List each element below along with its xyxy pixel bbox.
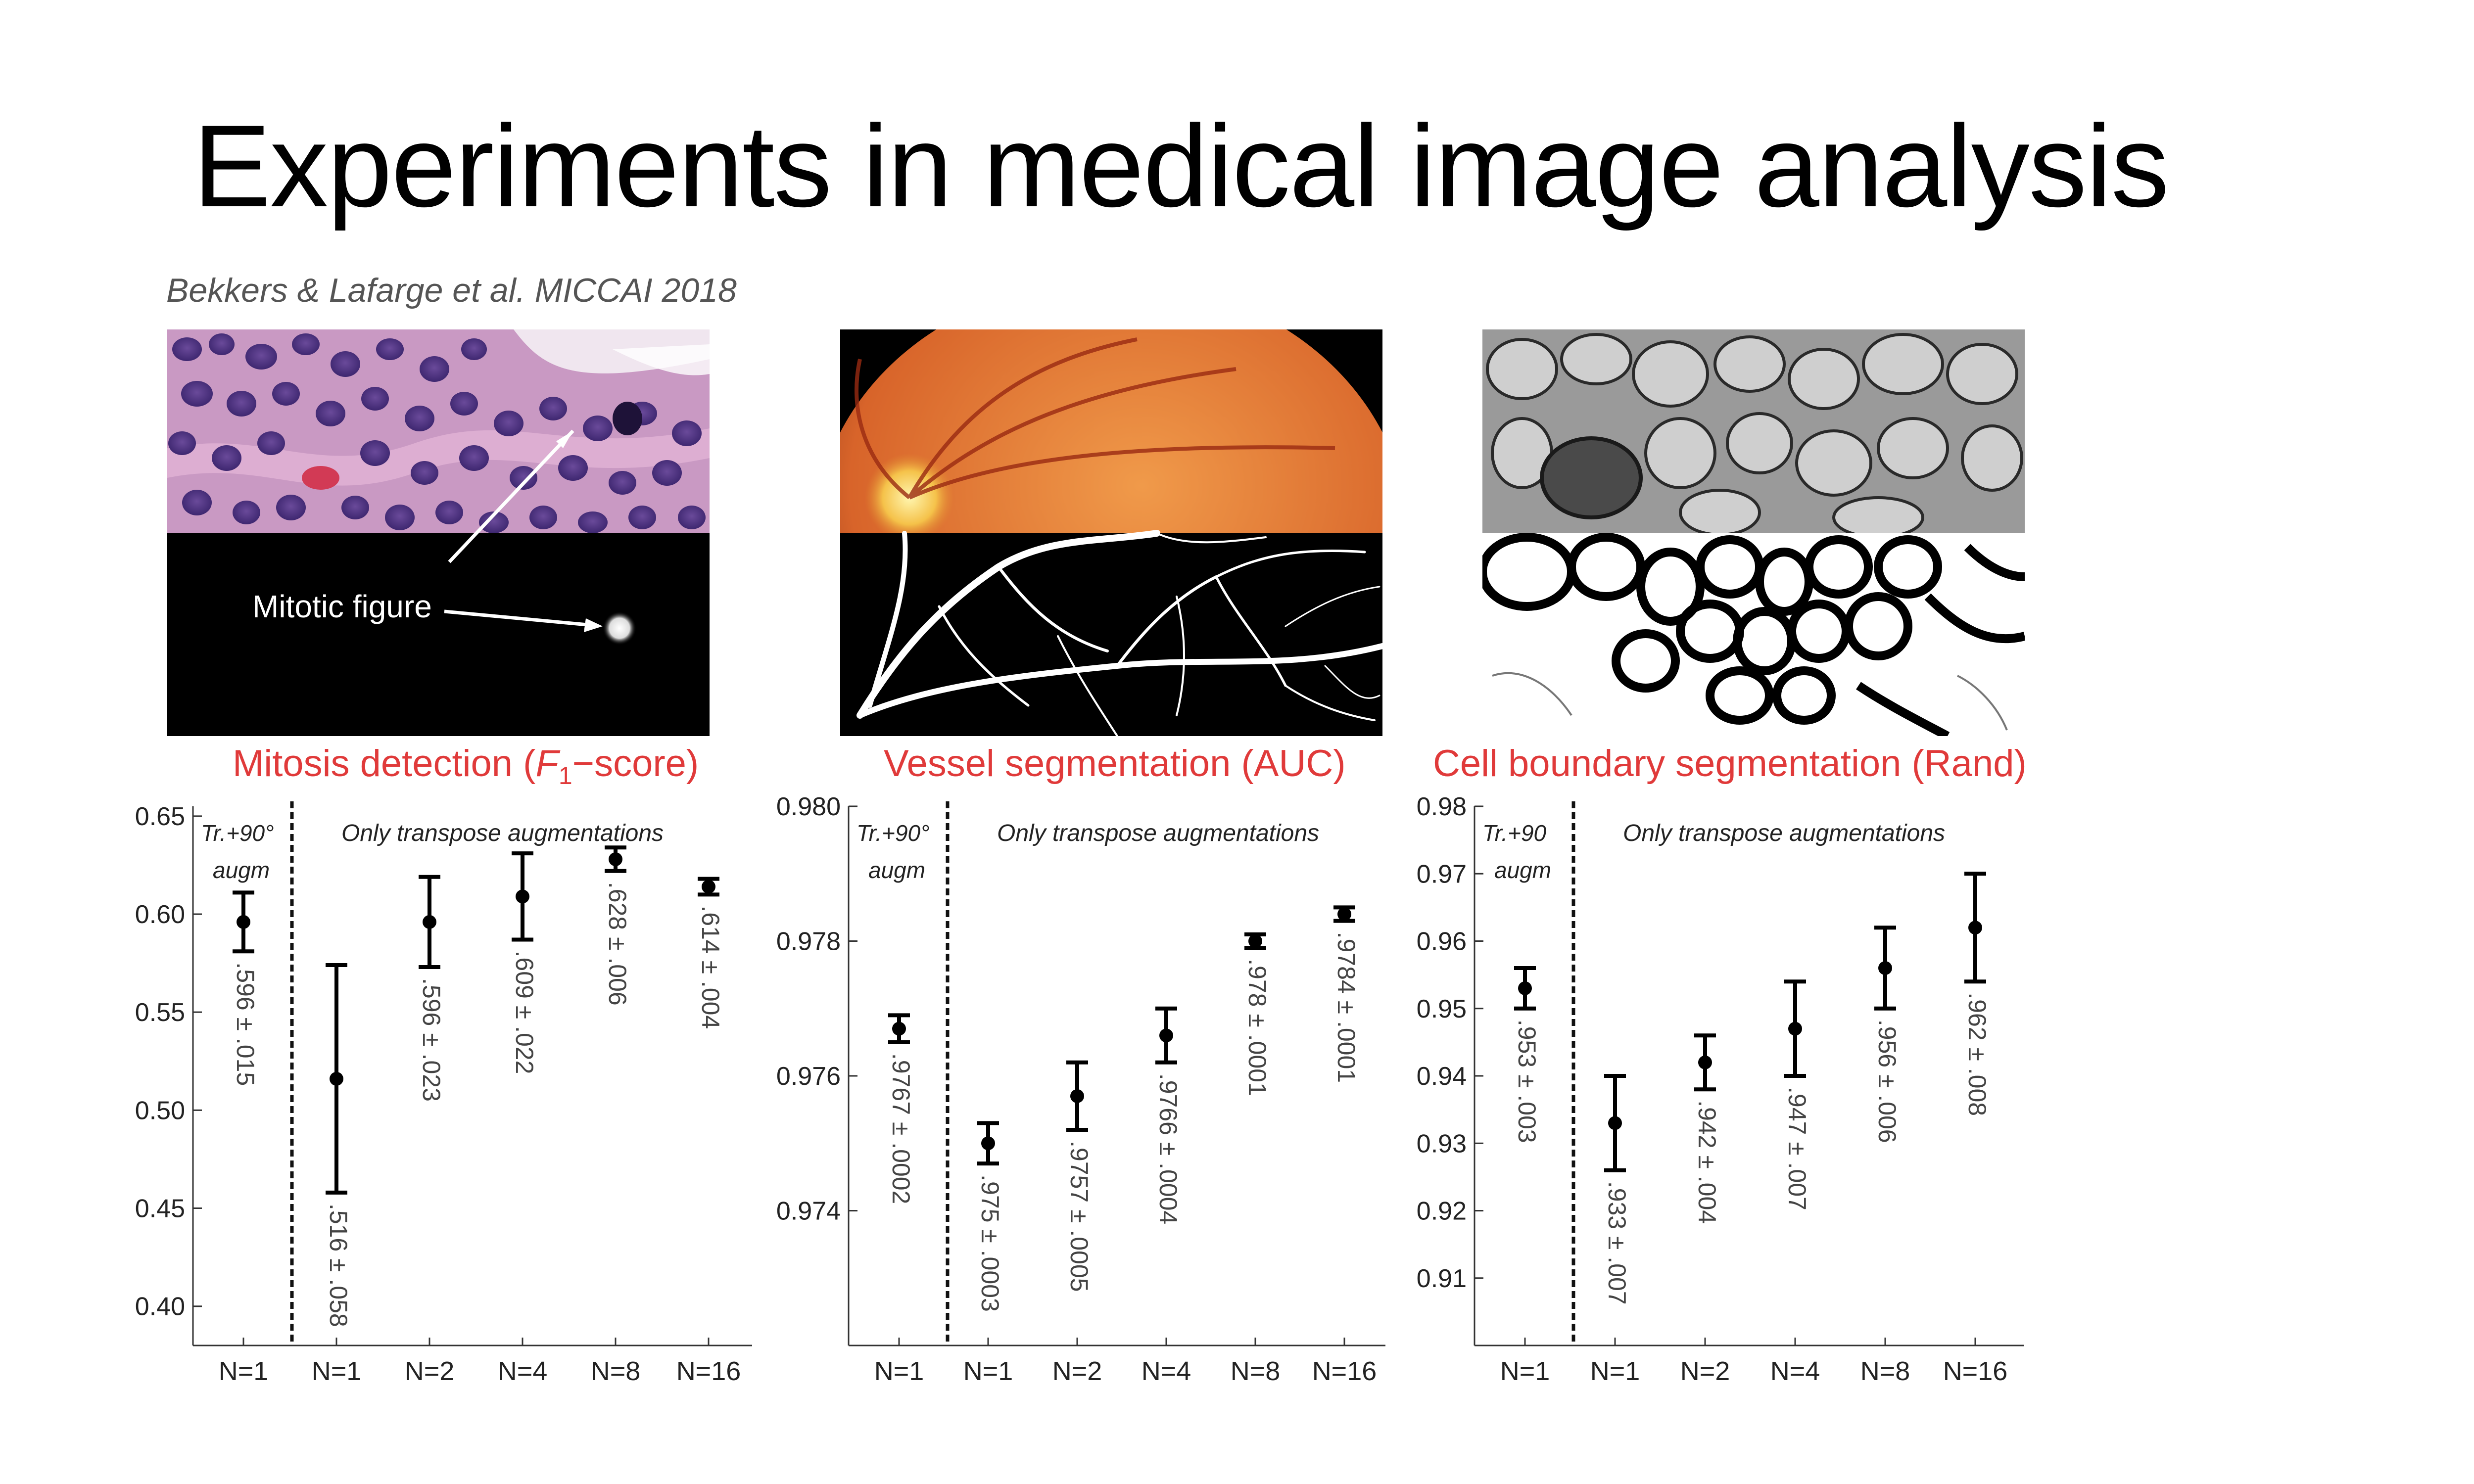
y-tick-label: 0.65: [135, 802, 185, 831]
data-point: [1698, 1056, 1712, 1069]
mitosis-chart: [124, 791, 767, 1400]
vessel-segmentation-map: [840, 533, 1382, 736]
data-label: .614 ± .004: [696, 905, 724, 1029]
data-point: [1788, 1022, 1802, 1036]
group-label-left-line1: Tr.+90°: [201, 820, 274, 846]
data-point: [423, 915, 436, 929]
data-point: [1518, 981, 1532, 995]
x-tick-label: N=16: [1312, 1356, 1377, 1386]
y-tick-label: 0.974: [776, 1197, 841, 1226]
cell-chart-title: Cell boundary segmentation (Rand): [1433, 742, 2027, 785]
data-point: [981, 1136, 995, 1150]
data-point: [1608, 1116, 1622, 1130]
cell-chart: [1395, 791, 2039, 1400]
y-tick-label: 0.980: [776, 792, 841, 821]
electron-microscopy-image: [1482, 329, 2025, 537]
data-label: .516 ± .058: [324, 1203, 352, 1327]
group-label-left-line1: Tr.+90: [1482, 820, 1547, 846]
data-point: [237, 915, 250, 929]
vessel-chart: [757, 791, 1400, 1400]
group-label-left-line1: Tr.+90°: [856, 820, 930, 846]
x-tick-label: N=8: [590, 1356, 641, 1386]
data-point: [892, 1022, 906, 1036]
y-tick-label: 0.97: [1416, 860, 1467, 889]
data-label: .9766 ± .0004: [1154, 1073, 1182, 1225]
data-label: .942 ± .004: [1693, 1100, 1721, 1224]
cell-image-panel: [1482, 329, 2025, 736]
mitosis-errorbar-chart: [124, 791, 767, 1400]
data-label: .9784 ± .0001: [1332, 931, 1360, 1083]
y-tick-label: 0.40: [135, 1292, 185, 1321]
x-tick-label: N=1: [311, 1356, 362, 1386]
data-point: [1070, 1089, 1084, 1103]
data-point: [330, 1072, 343, 1086]
x-tick-label: N=16: [676, 1356, 741, 1386]
cell-boundary-map: [1482, 533, 2025, 736]
x-tick-label: N=4: [1770, 1356, 1820, 1386]
y-tick-label: 0.45: [135, 1194, 185, 1223]
x-tick-label: N=16: [1943, 1356, 2008, 1386]
x-tick-label: N=8: [1230, 1356, 1281, 1386]
data-label: .609 ± .022: [510, 950, 538, 1074]
data-point: [1878, 961, 1892, 975]
cell-errorbar-chart: [1395, 791, 2039, 1400]
y-tick-label: 0.94: [1416, 1062, 1467, 1091]
group-label-right: Only transpose augmentations: [341, 820, 664, 846]
mitosis-probability-map: [167, 533, 710, 736]
y-tick-label: 0.98: [1416, 792, 1467, 821]
data-point: [1248, 934, 1262, 948]
y-tick-label: 0.93: [1416, 1129, 1467, 1159]
y-tick-label: 0.60: [135, 900, 185, 929]
y-tick-label: 0.978: [776, 927, 841, 956]
data-point: [1968, 921, 1982, 934]
data-label: .947 ± .007: [1783, 1087, 1811, 1210]
data-label: .956 ± .006: [1873, 1019, 1901, 1143]
vessel-image-panel: [840, 329, 1382, 736]
data-point: [702, 880, 715, 894]
x-tick-label: N=4: [1141, 1356, 1191, 1386]
data-label: .596 ± .023: [417, 978, 445, 1102]
data-label: .933 ± .007: [1603, 1181, 1631, 1305]
x-tick-label: N=1: [1500, 1356, 1550, 1386]
x-tick-label: N=2: [1052, 1356, 1102, 1386]
data-label: .9767 ± .0002: [887, 1053, 915, 1205]
x-tick-label: N=1: [218, 1356, 269, 1386]
y-tick-label: 0.50: [135, 1096, 185, 1125]
group-label-right: Only transpose augmentations: [1623, 820, 1946, 846]
group-label-right: Only transpose augmentations: [997, 820, 1320, 846]
data-point: [609, 852, 622, 866]
data-label: .978 ± .0001: [1243, 959, 1271, 1096]
data-label: .962 ± .008: [1963, 992, 1991, 1116]
mitosis-chart-title: Mitosis detection $(F_1-score)$: [233, 742, 699, 790]
x-tick-label: N=1: [963, 1356, 1013, 1386]
vessel-errorbar-chart: [757, 791, 1400, 1400]
x-tick-label: N=4: [497, 1356, 548, 1386]
data-label: .9757 ± .0005: [1065, 1141, 1093, 1292]
slide-title: Experiments in medical image analysis: [193, 101, 2169, 232]
histopathology-image: [167, 329, 710, 533]
group-label-left-line2: augm: [213, 857, 270, 883]
mitosis-image-panel: [167, 329, 710, 736]
x-tick-label: N=1: [1590, 1356, 1640, 1386]
data-label: .953 ± .003: [1513, 1019, 1541, 1143]
data-label: .628 ± .006: [603, 881, 631, 1006]
x-tick-label: N=8: [1860, 1356, 1910, 1386]
y-tick-label: 0.96: [1416, 927, 1467, 956]
data-point: [516, 889, 529, 903]
data-label: .975 ± .0003: [976, 1174, 1004, 1312]
group-label-left-line2: augm: [868, 857, 926, 883]
data-label: .596 ± .015: [231, 962, 259, 1086]
data-point: [1337, 907, 1351, 921]
x-tick-label: N=2: [1680, 1356, 1730, 1386]
y-tick-label: 0.95: [1416, 994, 1467, 1023]
data-point: [1159, 1028, 1173, 1042]
mitotic-figure-label: Mitotic figure: [252, 589, 432, 624]
citation: Bekkers & Lafarge et al. MICCAI 2018: [166, 272, 737, 309]
x-tick-label: N=2: [404, 1356, 455, 1386]
group-label-left-line2: augm: [1494, 857, 1552, 883]
y-tick-label: 0.91: [1416, 1264, 1467, 1293]
y-tick-label: 0.976: [776, 1062, 841, 1091]
x-tick-label: N=1: [874, 1356, 924, 1386]
y-tick-label: 0.55: [135, 998, 185, 1027]
vessel-chart-title: Vessel segmentation (AUC): [884, 742, 1346, 785]
y-tick-label: 0.92: [1416, 1197, 1467, 1226]
